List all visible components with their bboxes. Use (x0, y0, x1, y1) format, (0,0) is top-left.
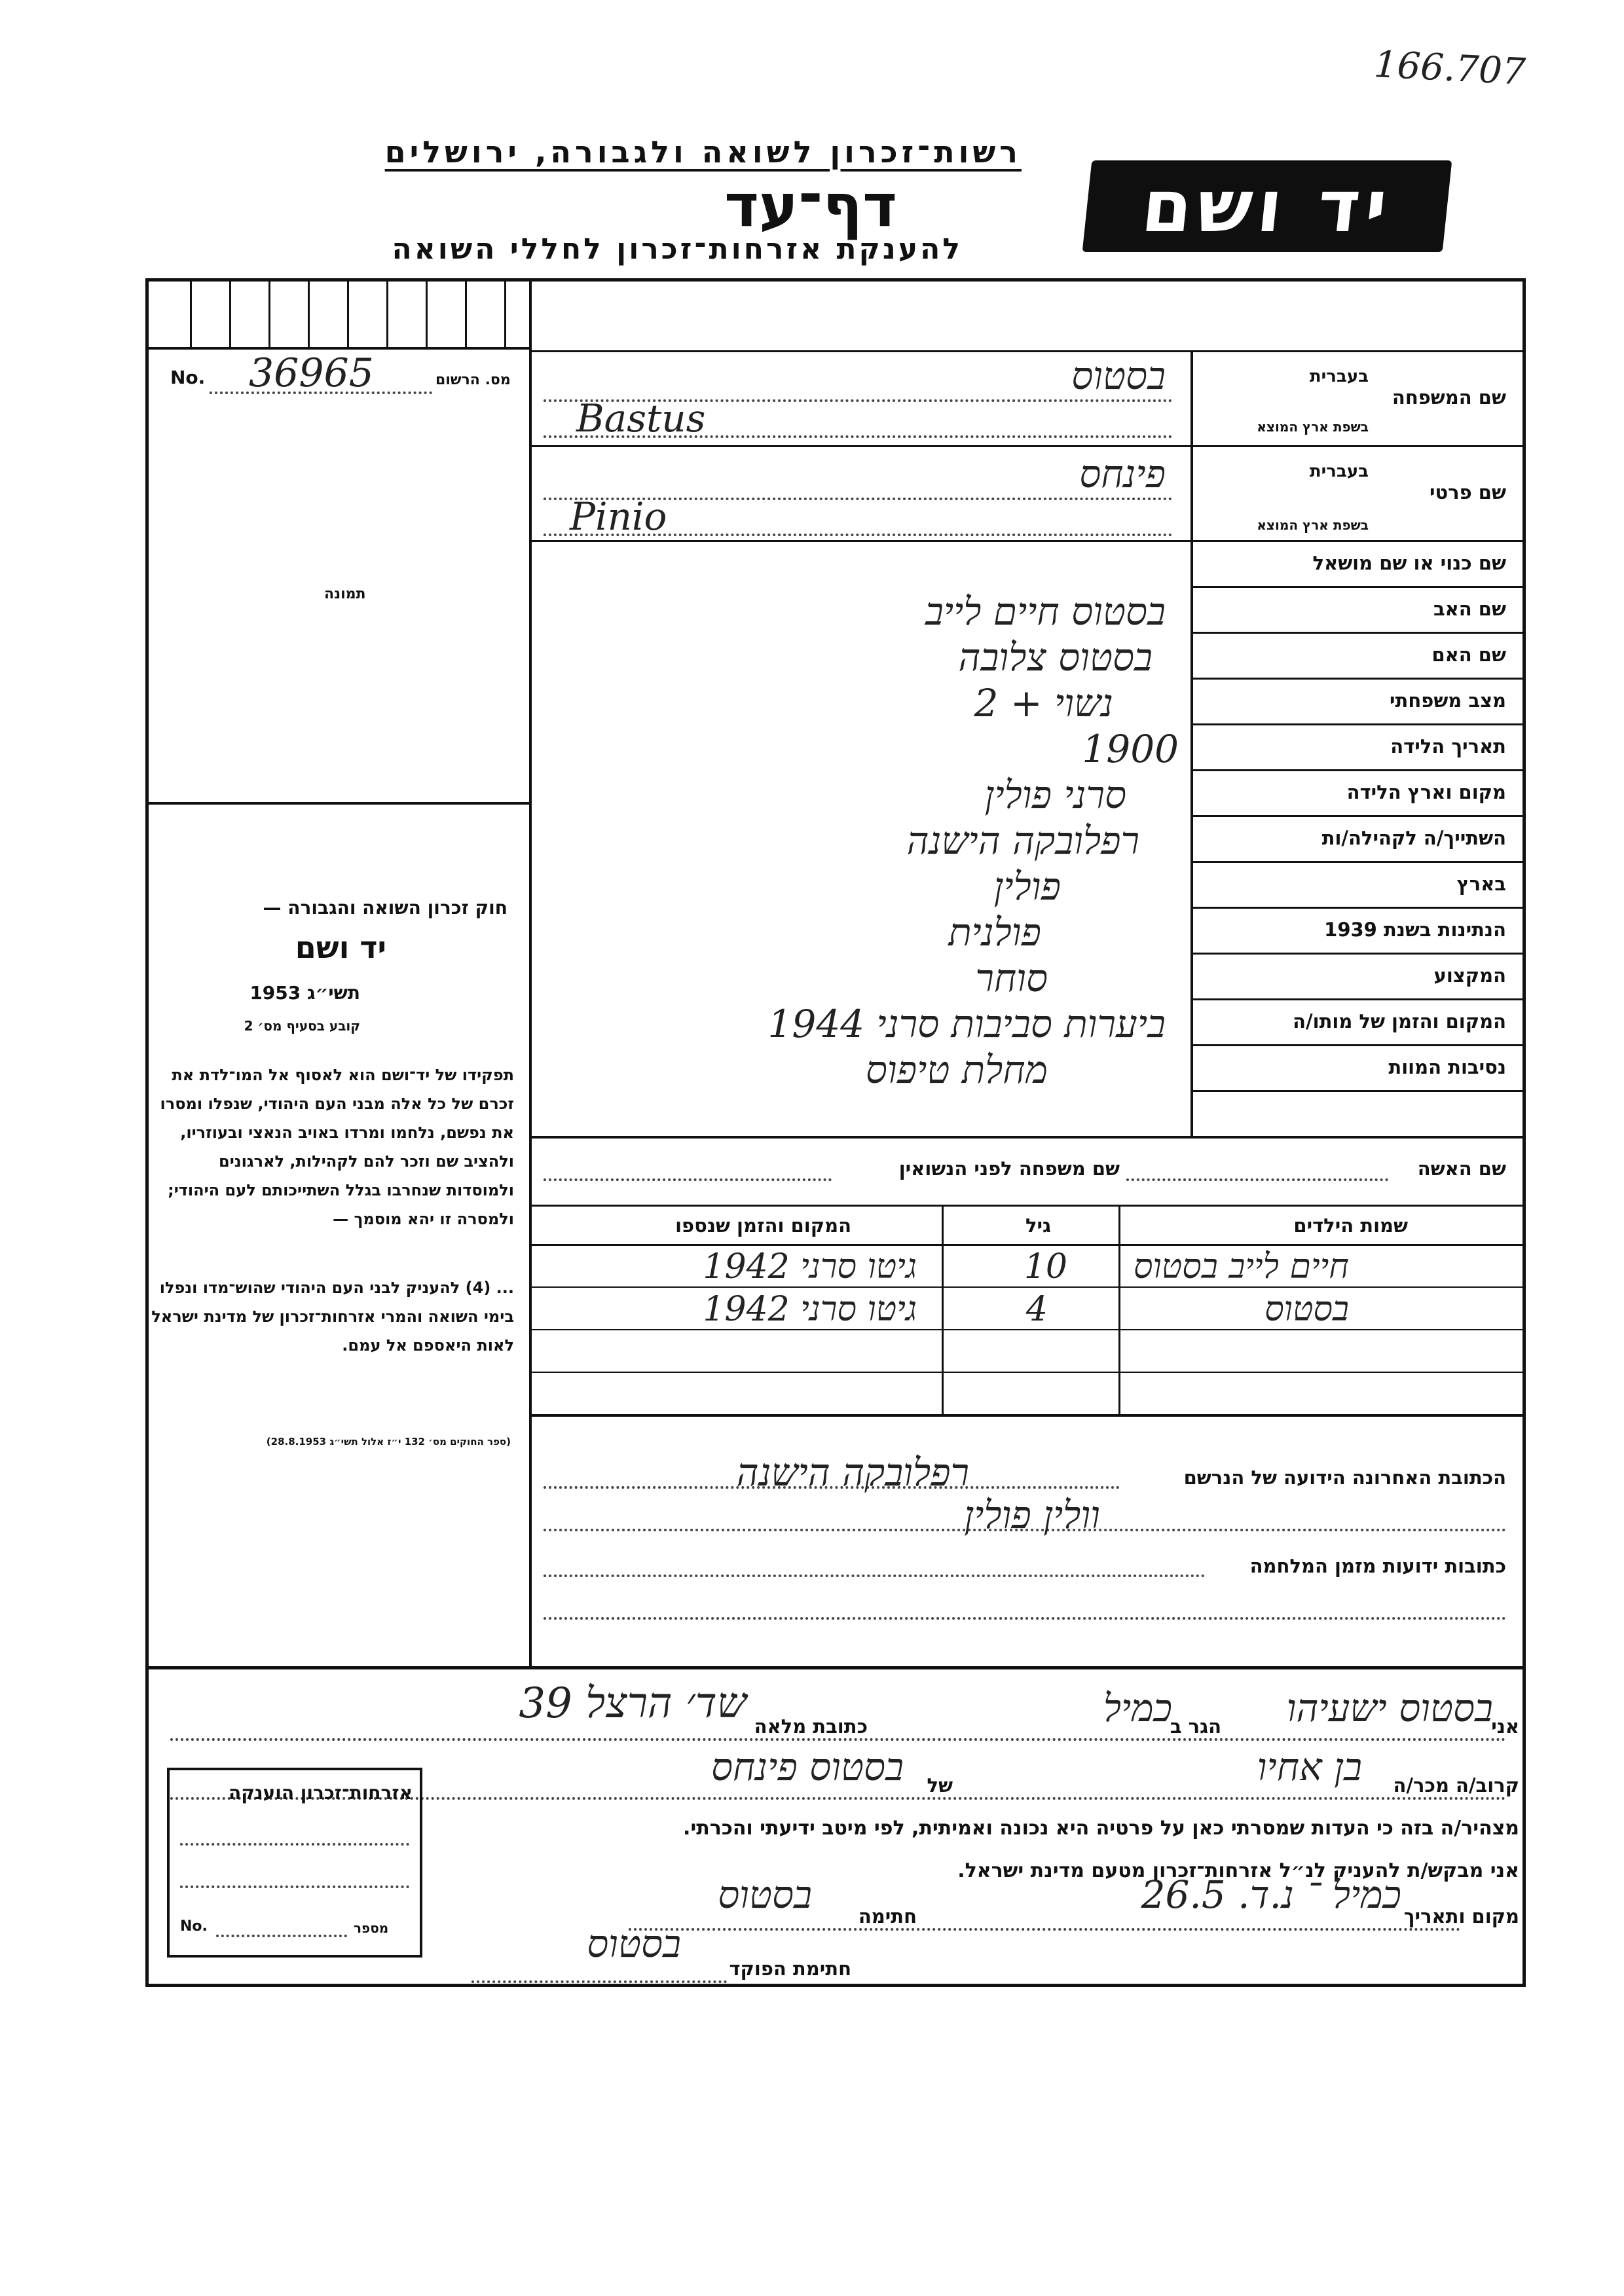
profession-value[interactable]: סוחר (975, 956, 1048, 1000)
address-dots (544, 1575, 1205, 1577)
child-name[interactable]: חיים לייב בסטוס (1133, 1247, 1349, 1286)
slot-divider (386, 278, 388, 347)
father-value[interactable]: בסטוס חיים לייב (925, 589, 1166, 634)
declarant-dots (629, 1928, 1460, 1931)
law-name: יד ושם (295, 930, 386, 965)
mother-value[interactable]: בסטוס צלובה (958, 635, 1153, 680)
children-header-age: גיל (1025, 1214, 1051, 1237)
death-place-value[interactable]: ביערות סביבות סרני 1944 (767, 1002, 1166, 1046)
field-dots (544, 435, 1172, 438)
slot-divider (308, 278, 310, 347)
first-name-hebrew-value[interactable]: פינחס (1079, 452, 1166, 496)
request-text: אני מבקש/ת להעניק לנ״ל אזרחות־זכרון מטעם מדינת ישראל. (957, 1859, 1519, 1882)
field-dots (544, 534, 1172, 536)
certificate-dots (180, 1886, 409, 1888)
photo-box-bottom-line (145, 802, 532, 805)
last-address-label: הכתובת האחרונה הידועה של הנרשם (1183, 1467, 1506, 1489)
declarant-resides-value[interactable]: כמיל (1103, 1686, 1172, 1730)
grid-line (1190, 769, 1526, 771)
birth-place-value[interactable]: סרני פולין (984, 773, 1126, 817)
of-label: של (927, 1774, 953, 1796)
archive-number: 166.707 (1373, 43, 1527, 94)
wife-dots (1126, 1178, 1388, 1181)
declarant-resides-label: הגר ב (1170, 1715, 1221, 1738)
children-row-line (529, 1286, 1526, 1288)
mother-label: שם האם (1431, 644, 1506, 666)
officer-dots (471, 1980, 727, 1983)
citizenship-label: הנתינות בשנת 1939 (1324, 919, 1506, 941)
grid-line (1190, 815, 1526, 817)
child-age[interactable]: 4 (1025, 1290, 1048, 1329)
photo-label: תמונה (324, 586, 366, 602)
grid-line (529, 1205, 1526, 1207)
children-col-divider (942, 1205, 944, 1414)
birth-date-label: תאריך הלידה (1390, 735, 1506, 757)
marital-label: מצב משפחתי (1389, 689, 1506, 712)
country-label: בארץ (1456, 873, 1506, 895)
declarant-dots (170, 1738, 1506, 1741)
grid-line (529, 540, 1526, 542)
first-name-origin-value[interactable]: Pinio (570, 494, 667, 539)
signature-label: חתימה (858, 1905, 917, 1927)
form-subtitle: להענקת אזרחות־זכרון לחללי השואה (392, 232, 963, 266)
yad-vashem-logo (1082, 160, 1452, 252)
grid-line (1190, 678, 1526, 680)
first-name-label: שם פרטי (1429, 481, 1506, 503)
form-title: דף־עד (724, 172, 897, 240)
child-name[interactable]: בסטוס (1264, 1290, 1349, 1329)
children-col-divider (1118, 1205, 1120, 1414)
organization-name: רשות־זכרון לשואה ולגבורה, ירושלים (384, 134, 1022, 170)
grid-line (1190, 861, 1526, 863)
certificate-number-label: מספר (354, 1920, 389, 1936)
law-clause: קובע בסעיף מס׳ 2 (244, 1018, 360, 1034)
slot-divider (504, 278, 506, 347)
last-address-line2[interactable]: וולין פולין (964, 1493, 1100, 1537)
declarant-i-label: אני (1491, 1715, 1519, 1738)
law-text: תפקידו של יד־ושם הוא לאסוף אל המו־לדת את זכרם של כל אלה מבני העם היהודי, שנפלו ומסרו את נפשם, נלחמו ומרדו באויב הנאצי ובעוזריו, ולהציב שם וזכר להם לקהילות, לארגונים ולמוסדות שנחרבו בגלל השתייכותם לעם היהודי; ולמסרה זו יהא מוסמך — (160, 1066, 514, 1228)
child-place[interactable]: גיטו סרני 1942 (703, 1247, 917, 1286)
citizenship-value[interactable]: פולנית (948, 910, 1041, 955)
logo-text: יד ושם (1137, 164, 1397, 248)
death-cause-value[interactable]: מחלת טיפוס (865, 1048, 1048, 1092)
nickname-label: שם כנוי או שם מושאל (1312, 552, 1506, 574)
death-cause-label: נסיבות המוות (1388, 1056, 1506, 1078)
death-place-label: המקום והזמן של מותו/ה (1293, 1010, 1506, 1032)
grid-line (1190, 907, 1526, 909)
left-column-divider (529, 278, 532, 1666)
war-address-label: כתובות ידועות מזמן המלחמה (1249, 1555, 1506, 1577)
children-row-line (529, 1372, 1526, 1373)
declarant-address-label: כתובת מלאה (754, 1715, 868, 1738)
registration-number: 36965 (249, 350, 374, 396)
certificate-dots (216, 1935, 347, 1937)
certificate-no-label: No. (180, 1918, 208, 1935)
relative-value[interactable]: בן אחיו (1257, 1745, 1362, 1789)
child-place[interactable]: גיטו סרני 1942 (703, 1290, 917, 1329)
law-text-2: ... (4) להעניק לבני העם היהודי שהוש־מדו ונפלו בימי השואה והמרי אזרחות־זכרון של מדינת ישראל לאות היאספם אל עמם. (151, 1279, 514, 1355)
slot-divider (426, 278, 428, 347)
signature-value[interactable]: בסטוס (718, 1872, 812, 1917)
declarant-name-value[interactable]: בסטוס ישעיהו (1286, 1686, 1493, 1730)
grid-line (1190, 953, 1526, 955)
family-name-label: שם המשפחה (1392, 386, 1506, 409)
grid-line (1190, 1044, 1526, 1046)
place-date-label: מקום ותאריך (1403, 1905, 1519, 1927)
slot-divider (465, 278, 467, 347)
first-hebrew-sub: בעברית (1309, 462, 1369, 481)
children-header-place: המקום והזמן שנספו (675, 1214, 851, 1237)
maiden-dots (544, 1178, 832, 1181)
children-header-names: שמות הילדים (1293, 1214, 1408, 1237)
birth-place-label: מקום וארץ הלידה (1346, 781, 1506, 803)
family-name-hebrew-value[interactable]: בסטוס (1071, 354, 1166, 398)
family-origin-sub: בשפת ארץ המוצא (1257, 419, 1369, 435)
registration-dots (210, 392, 432, 394)
wife-maiden-label: שם משפחה לפני הנשואין (898, 1157, 1120, 1180)
photo-box-top-line (145, 347, 532, 350)
slot-divider (347, 278, 349, 347)
child-age[interactable]: 10 (1024, 1247, 1067, 1286)
birth-date-value[interactable]: 1900 (1082, 727, 1179, 771)
grid-line (1190, 998, 1526, 1000)
grid-line (1190, 723, 1526, 725)
grid-line (1190, 586, 1526, 588)
grid-line (529, 350, 1526, 352)
label-column-divider (1190, 350, 1193, 1136)
declarant-top-line (145, 1666, 1526, 1669)
address-dots (544, 1617, 1506, 1620)
slot-divider (268, 278, 270, 347)
first-origin-sub: בשפת ארץ המוצא (1257, 517, 1369, 533)
certificate-title: אזרחות־זכרון הוענקה (229, 1782, 413, 1804)
grid-line (529, 1136, 1526, 1139)
grid-line (1190, 632, 1526, 634)
officer-signature-label: חתימת הפוקד (729, 1958, 851, 1980)
marital-value[interactable]: נשוי + 2 (974, 681, 1113, 725)
children-bottom-line (529, 1414, 1526, 1417)
children-row-line (529, 1329, 1526, 1330)
father-label: שם האב (1433, 598, 1506, 620)
registration-label: מס. הרשום (435, 372, 511, 388)
declaration-text: מצהיר/ה בזה כי העדות שמסרתי כאן על פרטיה היא נכונה ואמיתית, לפי מיטב ידיעתי והכרתי. (683, 1817, 1519, 1840)
community-value[interactable]: רפלובקה הישנה (906, 818, 1139, 863)
family-hebrew-sub: בעברית (1309, 367, 1369, 386)
officer-signature-value[interactable]: בסטוס (587, 1922, 681, 1966)
community-label: השתייך/ה לקהילה/ות (1321, 827, 1506, 849)
last-address-line1[interactable]: רפלובקה הישנה (736, 1450, 969, 1495)
slot-divider (229, 278, 231, 347)
country-value[interactable]: פולין (993, 864, 1061, 909)
law-title: חוק זכרון השואה והגבורה — (263, 897, 507, 919)
slot-divider (190, 278, 192, 347)
relative-label: קרוב/ה מכר/ה (1393, 1774, 1519, 1796)
place-date-value[interactable]: כמיל ־ נ.ד. 26.5 (1141, 1872, 1401, 1917)
grid-line (1190, 1090, 1526, 1092)
law-reference: (ספר החוקים מס׳ 132 י״ז אלול תשי״ג 28.8.1953) (266, 1436, 511, 1448)
declarant-address-value[interactable]: שד׳ הרצל 39 (519, 1679, 747, 1728)
law-year: תשי״ג 1953 (249, 982, 360, 1004)
profession-label: המקצוע (1433, 964, 1506, 987)
family-name-origin-value[interactable]: Bastus (576, 396, 706, 441)
of-name-value[interactable]: בסטוס פינחס (710, 1745, 904, 1789)
registration-no-prefix: No. (170, 367, 206, 388)
children-header-line (529, 1244, 1526, 1246)
grid-line (529, 445, 1526, 447)
certificate-dots (180, 1843, 409, 1846)
wife-label: שם האשה (1417, 1157, 1506, 1180)
